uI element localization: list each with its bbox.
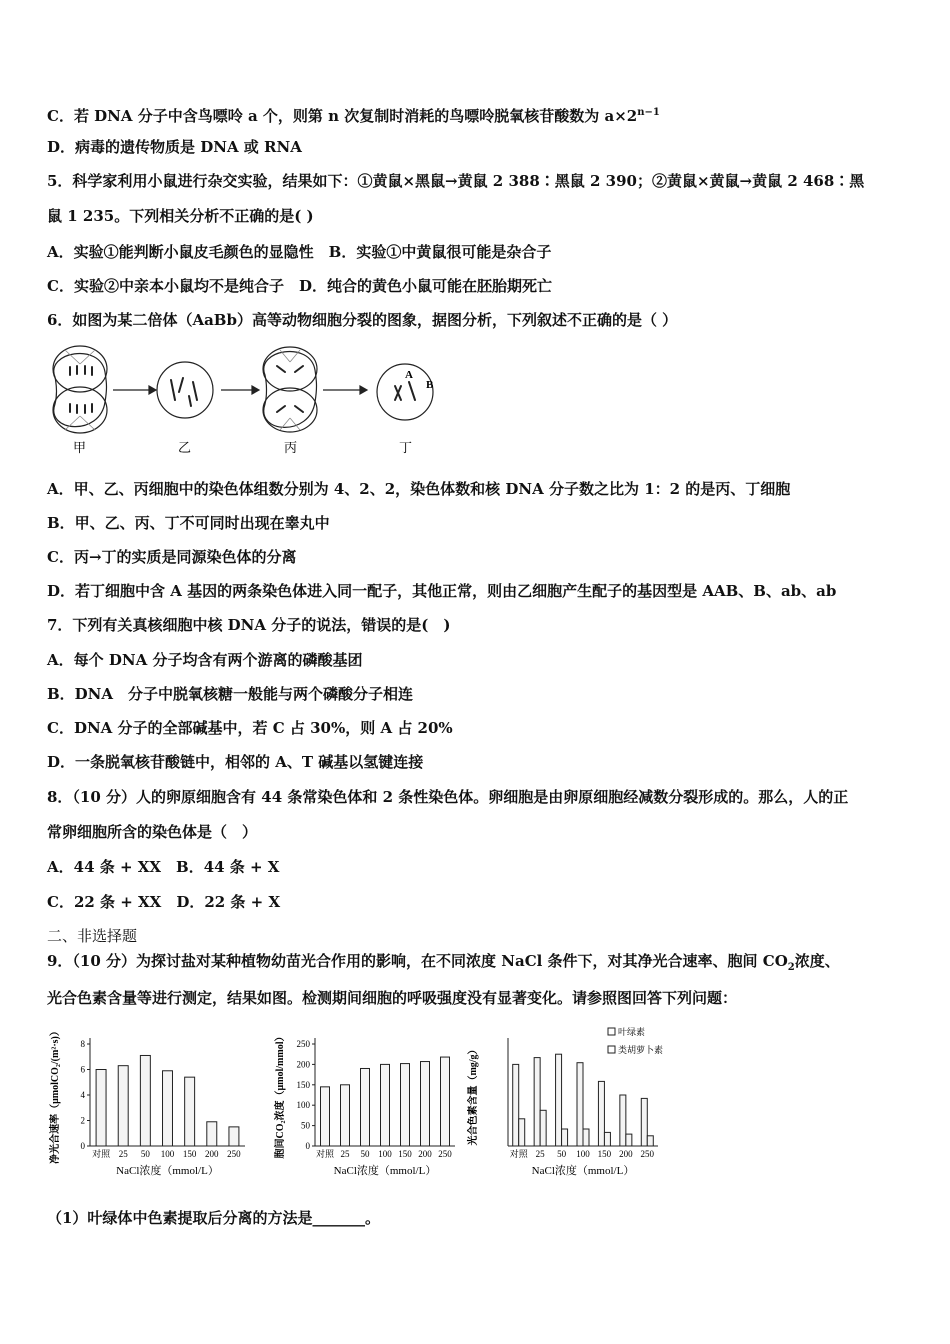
y-tick-label: 0 bbox=[80, 1141, 85, 1151]
chart-pigment-content bbox=[466, 1026, 663, 1177]
cell-label-ding: 丁 bbox=[399, 440, 413, 455]
bar-chlorophyll bbox=[577, 1063, 583, 1146]
cell-division-figure bbox=[45, 342, 445, 457]
q5-stem-1: 5．科学家利用小鼠进行杂交实验，结果如下：①黄鼠×黑鼠→黄鼠 2 388∶黑鼠 2 390；②黄鼠×黄鼠→黄鼠 2 468∶黑 bbox=[47, 172, 865, 190]
y-axis-label: 净光合速率（μmolCO₂/(m²·s)） bbox=[50, 1026, 61, 1164]
y-tick-label: 6 bbox=[80, 1064, 85, 1075]
bar-chlorophyll bbox=[534, 1058, 540, 1146]
q7-option-c: C．DNA 分子的全部碱基中，若 C 占 30%，则 A 占 20% bbox=[47, 719, 453, 737]
gene-label-a: A bbox=[405, 369, 413, 381]
x-tick-label: 250 bbox=[438, 1149, 452, 1159]
chart-net-photosynthesis bbox=[48, 1026, 245, 1177]
q9-subquestion-1: （1）叶绿体中色素提取后分离的方法是_______。 bbox=[47, 1209, 380, 1227]
q6-option-b: B．甲、乙、丙、丁不可同时出现在睾丸中 bbox=[47, 514, 330, 532]
bar-chlorophyll bbox=[620, 1095, 626, 1146]
bar-chlorophyll bbox=[513, 1064, 519, 1146]
q7-option-d: D．一条脱氧核苷酸链中，相邻的 A、T 碱基以氢键连接 bbox=[47, 753, 424, 771]
x-tick-label: 200 bbox=[205, 1149, 219, 1159]
cell-label-yi: 乙 bbox=[178, 440, 192, 455]
legend-swatch bbox=[608, 1046, 615, 1053]
bar bbox=[381, 1064, 390, 1146]
y-axis-label: 光合色素含量（mg/g） bbox=[468, 1044, 479, 1146]
x-tick-label: 100 bbox=[160, 1149, 175, 1159]
y-tick-label: 250 bbox=[296, 1039, 310, 1049]
x-tick-label: 50 bbox=[360, 1149, 370, 1159]
bar bbox=[321, 1087, 330, 1146]
section-heading: 二、非选择题 bbox=[47, 927, 138, 945]
bar bbox=[229, 1127, 239, 1146]
chart-intercellular-co2 bbox=[273, 1032, 455, 1178]
x-axis-label: NaCl浓度（mmol/L） bbox=[116, 1165, 219, 1177]
bar-carotenoid bbox=[540, 1110, 546, 1146]
x-tick-label: 对照 bbox=[509, 1149, 528, 1159]
bar bbox=[118, 1066, 128, 1146]
x-tick-label: 对照 bbox=[315, 1149, 335, 1159]
cell-bing-membrane bbox=[264, 351, 317, 427]
x-tick-label: 25 bbox=[535, 1149, 545, 1159]
x-tick-label: 25 bbox=[118, 1149, 128, 1159]
bar bbox=[421, 1062, 430, 1146]
q6-option-d: D．若丁细胞中含 A 基因的两条染色体进入同一配子，其他正常，则由乙细胞产生配子的基因型是 AAB、B、ab、ab bbox=[47, 582, 837, 600]
x-tick-label: 200 bbox=[418, 1149, 432, 1159]
bar bbox=[401, 1064, 410, 1146]
x-tick-label: 50 bbox=[557, 1149, 567, 1159]
cell-yi-membrane bbox=[157, 362, 213, 418]
bar-carotenoid bbox=[519, 1119, 525, 1146]
bar bbox=[140, 1055, 150, 1146]
bar bbox=[341, 1085, 350, 1146]
cell-jia-membrane bbox=[54, 353, 107, 426]
q8-options-cd: C．22 条 + XX D．22 条 + X bbox=[47, 893, 281, 911]
q9-stem-1: 9．（10 分）为探讨盐对某种植物幼苗光合作用的影响，在不同浓度 NaCl 条件下，对其净光合速率、胞间 $CO_2$浓度、 bbox=[47, 952, 840, 973]
q6-option-a: A．甲、乙、丙细胞中的染色体组数分别为 4、2、2，染色体数和核 DNA 分子数之比为 1：2 的是丙、丁细胞 bbox=[47, 480, 791, 498]
x-tick-label: 250 bbox=[227, 1149, 241, 1159]
bar bbox=[163, 1071, 173, 1146]
legend-swatch bbox=[608, 1028, 615, 1035]
q6-option-c: C．丙→丁的实质是同源染色体的分离 bbox=[47, 548, 297, 566]
legend-label: 类胡萝卜素 bbox=[618, 1045, 664, 1055]
bar-chlorophyll bbox=[598, 1081, 604, 1146]
bar bbox=[185, 1077, 195, 1146]
q5-options-cd: C．实验②中亲本小鼠均不是纯合子 D．纯合的黄色小鼠可能在胚胎期死亡 bbox=[47, 277, 552, 295]
x-tick-label: 150 bbox=[182, 1149, 197, 1159]
x-tick-label: 150 bbox=[398, 1149, 412, 1159]
x-tick-label: 150 bbox=[597, 1149, 612, 1159]
x-axis-label: NaCl浓度（mmol/L） bbox=[531, 1165, 635, 1177]
x-tick-label: 50 bbox=[140, 1149, 150, 1159]
x-tick-label: 250 bbox=[640, 1149, 655, 1159]
q8-stem-2: 常卵细胞所含的染色体是（ ） bbox=[47, 823, 258, 841]
q7-stem: 7．下列有关真核细胞中核 DNA 分子的说法，错误的是( ) bbox=[47, 616, 451, 634]
y-tick-label: 2 bbox=[80, 1115, 85, 1126]
bar-carotenoid bbox=[562, 1129, 568, 1146]
y-tick-label: 50 bbox=[301, 1120, 310, 1131]
q4-option-d: D．病毒的遗传物质是 DNA 或 RNA bbox=[47, 138, 302, 156]
bar-carotenoid bbox=[583, 1129, 589, 1146]
q9-charts bbox=[45, 1024, 675, 1184]
bar-carotenoid bbox=[647, 1136, 653, 1146]
bar bbox=[441, 1057, 450, 1146]
y-tick-label: 150 bbox=[296, 1079, 310, 1090]
y-tick-label: 200 bbox=[296, 1059, 310, 1070]
x-tick-label: 100 bbox=[378, 1149, 392, 1159]
bar bbox=[207, 1122, 217, 1146]
y-tick-label: 100 bbox=[296, 1100, 310, 1111]
y-tick-label: 4 bbox=[80, 1090, 85, 1100]
q7-option-a: A．每个 DNA 分子均含有两个游离的磷酸基团 bbox=[47, 651, 363, 669]
bar-carotenoid bbox=[604, 1132, 610, 1146]
q5-options-ab: A．实验①能判断小鼠皮毛颜色的显隐性 B．实验①中黄鼠很可能是杂合子 bbox=[47, 243, 552, 261]
q4-option-c: C．若 DNA 分子中含鸟嘌呤 a 个，则第 n 次复制时消耗的鸟嘌呤脱氧核苷酸数为 $a\times 2^{n-1}$ bbox=[47, 107, 660, 125]
y-axis-label: 胞间CO₂浓度（μmol/mmol） bbox=[275, 1031, 286, 1159]
bar-carotenoid bbox=[626, 1134, 632, 1146]
gene-label-b: B bbox=[426, 379, 434, 391]
x-axis-label: NaCl浓度（mmol/L） bbox=[333, 1165, 437, 1177]
bar-chlorophyll bbox=[641, 1098, 647, 1146]
bar bbox=[96, 1070, 106, 1147]
q5-stem-2: 鼠 1 235。下列相关分析不正确的是( ) bbox=[47, 207, 314, 225]
bar-chlorophyll bbox=[556, 1054, 562, 1146]
x-tick-label: 200 bbox=[619, 1149, 633, 1159]
x-tick-label: 100 bbox=[576, 1149, 590, 1159]
y-tick-label: 0 bbox=[305, 1141, 310, 1151]
x-tick-label: 对照 bbox=[92, 1149, 111, 1159]
q8-options-ab: A．44 条 + XX B．44 条 + X bbox=[47, 858, 280, 876]
bar bbox=[361, 1068, 370, 1146]
q9-stem-2: 光合色素含量等进行测定，结果如图。检测期间细胞的呼吸强度没有显著变化。请参照图回答下列问题： bbox=[47, 989, 738, 1007]
y-tick-label: 8 bbox=[80, 1039, 85, 1049]
legend-label: 叶绿素 bbox=[618, 1027, 646, 1037]
q6-stem: 6．如图为某二倍体（AaBb）高等动物细胞分裂的图象，据图分析，下列叙述不正确的是（ ） bbox=[47, 311, 678, 329]
cell-label-bing: 丙 bbox=[284, 440, 298, 455]
x-tick-label: 25 bbox=[340, 1149, 350, 1159]
q7-option-b: B．DNA 分子中脱氧核糖一般能与两个磷酸分子相连 bbox=[47, 685, 414, 703]
q8-stem-1: 8．（10 分）人的卵原细胞含有 44 条常染色体和 2 条性染色体。卵细胞是由卵原细胞经减数分裂形成的。那么，人的正 bbox=[47, 788, 849, 806]
cell-label-jia: 甲 bbox=[73, 440, 87, 455]
